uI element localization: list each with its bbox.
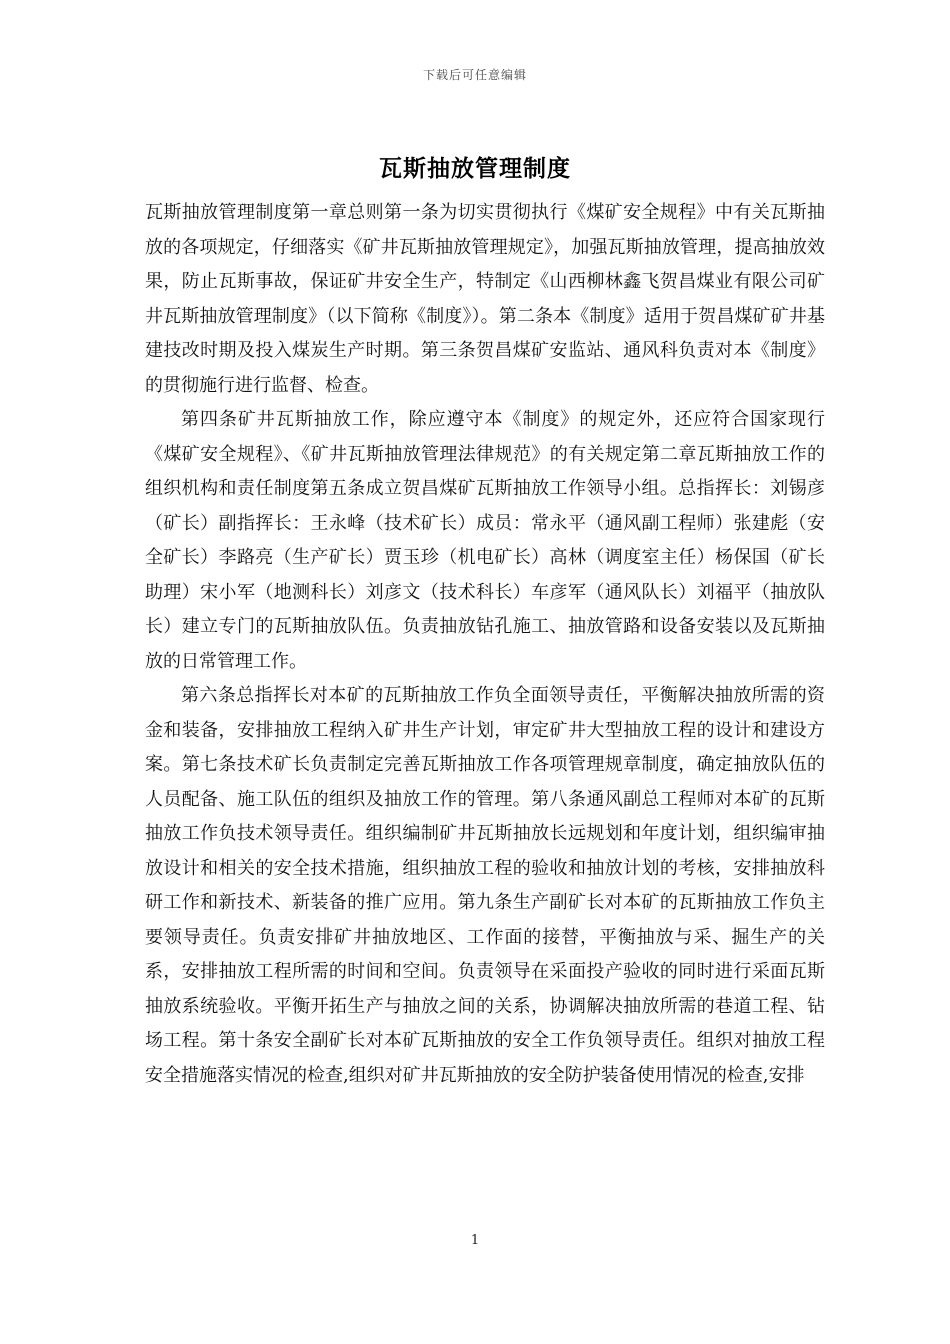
paragraph-1: 瓦斯抽放管理制度第一章总则第一条为切实贯彻执行《煤矿安全规程》中有关瓦斯抽放的各项规定，仔细落实《矿井瓦斯抽放管理规定》，加强瓦斯抽放管理，提高抽放效果，防止瓦斯事故，保证矿井安全生产，特制定《山西柳林鑫飞贺昌煤业有限公司矿井瓦斯抽放管理制度》（以下简称《制度》）。第二条本《制度》适用于贺昌煤矿矿井基建技改时期及投入煤炭生产时期。第三条贺昌煤矿安监站、通风科负责对本《制度》的贯彻施行进行监督、检查。	[145, 202, 825, 396]
paragraph-3: 第六条总指挥长对本矿的瓦斯抽放工作负全面领导责任，平衡解决抽放所需的资金和装备，安排抽放工程纳入矿井生产计划，审定矿井大型抽放工程的设计和建设方案。第七条技术矿长负责制定完善瓦斯抽放工作各项管理规章制度，确定抽放队伍的人员配备、施工队伍的组织及抽放工作的管理。第八条通风副总工程师对本矿的瓦斯抽放工作负技术领导责任。组织编制矿井瓦斯抽放长远规划和年度计划，组织编审抽放设计和相关的安全技术措施，组织抽放工程的验收和抽放计划的考核，安排抽放科研工作和新技术、新装备的推广应用。第九条生产副矿长对本矿的瓦斯抽放工作负主要领导责任。负责安排矿井抽放地区、工作面的接替，平衡抽放与采、掘生产的关系，安排抽放工程所需的时间和空间。负责领导在采面投产验收的同时进行采面瓦斯抽放系统验收。平衡开拓生产与抽放之间的关系，协调解决抽放所需的巷道工程、钻场工程。第十条安全副矿长对本矿瓦斯抽放的安全工作负领导责任。组织对抽放工程安全措施落实情况的检查,组织对矿井瓦斯抽放的安全防护装备使用情况的检查,安排	[145, 685, 825, 1086]
page-header-note: 下载后可任意编辑	[422, 68, 527, 82]
paragraph-2: 第四条矿井瓦斯抽放工作，除应遵守本《制度》的规定外，还应符合国家现行《煤矿安全规程》、《矿井瓦斯抽放管理法律规范》的有关规定第二章瓦斯抽放工作的组织机构和责任制度第五条成立贺昌煤矿瓦斯抽放工作领导小组。总指挥长：刘锡彦（矿长）副指挥长：王永峰（技术矿长）成员：常永平（通风副工程师）张建彪（安全矿长）李路亮（生产矿长）贾玉珍（机电矿长）高林（调度室主任）杨保国（矿长助理）宋小军（地测科长）刘彦文（技术科长）车彦军（通风队长）刘福平（抽放队长）建立专门的瓦斯抽放队伍。负责抽放钻孔施工、抽放管路和设备安装以及瓦斯抽放的日常管理工作。	[145, 409, 825, 672]
page-number: 1	[470, 1233, 480, 1248]
document-title: 瓦斯抽放管理制度	[379, 155, 571, 182]
document-body	[145, 196, 825, 1093]
